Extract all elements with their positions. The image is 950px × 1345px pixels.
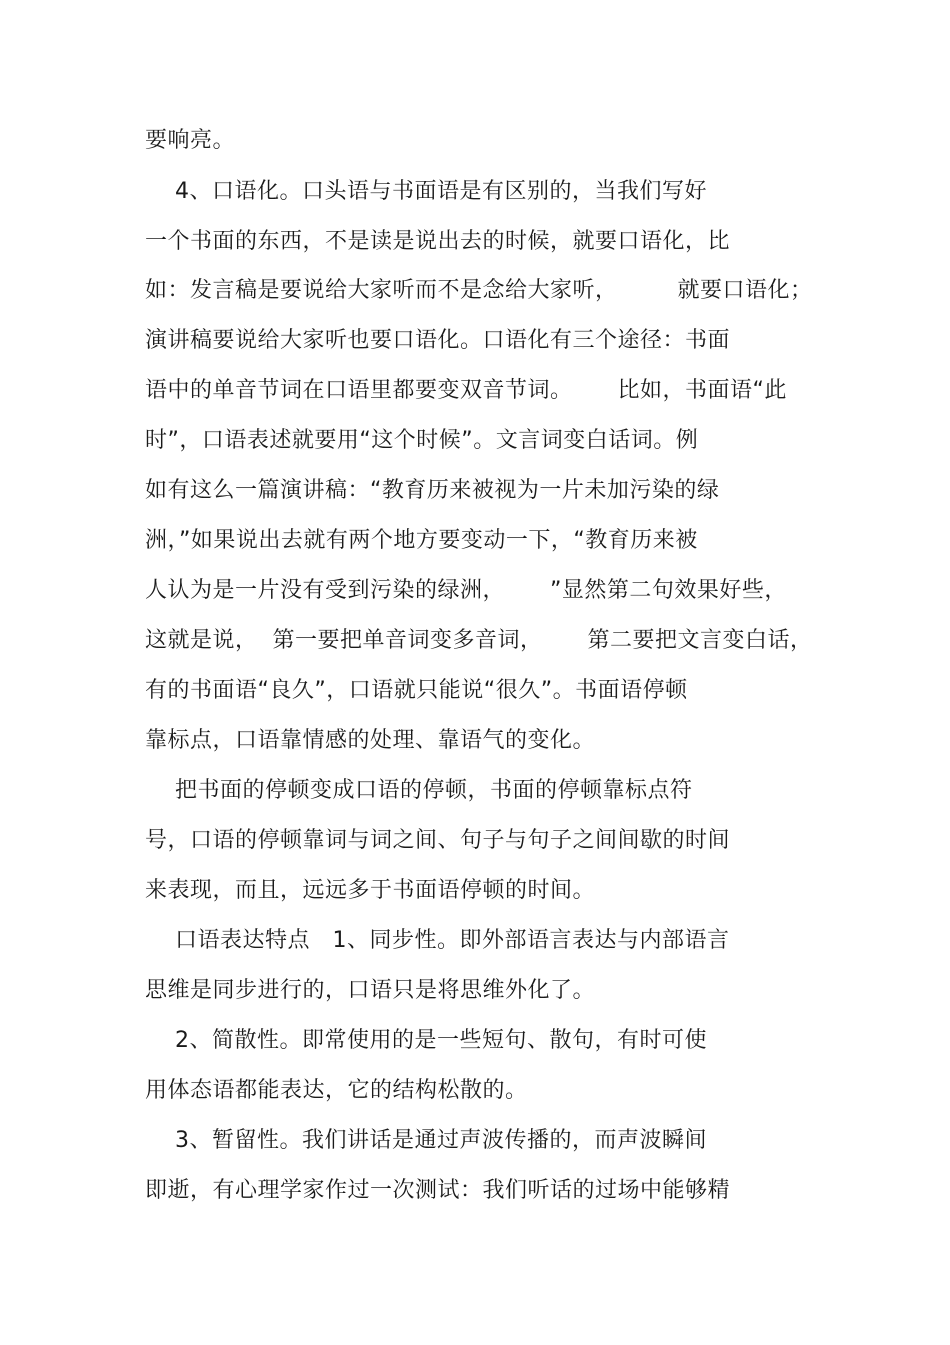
text-line: 人认为是一片没有受到污染的绿洲， ”显然第二句效果好些，: [145, 578, 787, 603]
text-line: 如：发言稿是要说给大家听而不是念给大家听， 就要口语化；: [145, 278, 813, 303]
text-line: 洲，”如果说出去就有两个地方要变动一下，“教育历来被: [145, 528, 698, 553]
text-line: 这就是说， 第一要把单音词变多音词， 第二要把文言变白话，: [145, 628, 813, 653]
text-line: 如有这么一篇演讲稿：“教育历来被视为一片未加污染的绿: [145, 478, 720, 503]
text-line: 靠标点，口语靠情感的处理、靠语气的变化。: [145, 728, 596, 753]
text-line: 2、简散性。即常使用的是一些短句、散句，有时可使: [145, 1028, 707, 1053]
text-line: 演讲稿要说给大家听也要口语化。口语化有三个途径：书面: [145, 328, 731, 353]
text-line: 思维是同步进行的，口语只是将思维外化了。: [145, 978, 596, 1003]
text-line: 把书面的停顿变成口语的停顿，书面的停顿靠标点符: [145, 778, 693, 803]
text-line: 要响亮。: [145, 128, 236, 153]
text-line: 一个书面的东西，不是读是说出去的时候，就要口语化，比: [145, 229, 731, 254]
text-line: 号，口语的停顿靠词与词之间、句子与句子之间间歇的时间: [145, 828, 731, 853]
text-line: 口语表达特点 1、同步性。即外部语言表达与内部语言: [145, 928, 730, 953]
text-line: 来表现，而且，远远多于书面语停顿的时间。: [145, 878, 596, 903]
text-line: 有的书面语“良久”，口语就只能说“很久”。书面语停顿: [145, 678, 688, 703]
text-line: 时”，口语表述就要用“这个时候”。文言词变白话词。例: [145, 428, 699, 453]
text-line: 4、口语化。口头语与书面语是有区别的，当我们写好: [145, 179, 707, 204]
text-line: 3、暂留性。我们讲话是通过声波传播的，而声波瞬间: [145, 1128, 707, 1153]
text-line: 即逝，有心理学家作过一次测试：我们听话的过场中能够精: [145, 1178, 731, 1203]
text-line: 语中的单音节词在口语里都要变双音节词。 比如，书面语“此: [145, 378, 787, 403]
text-line: 用体态语都能表达，它的结构松散的。: [145, 1078, 528, 1103]
